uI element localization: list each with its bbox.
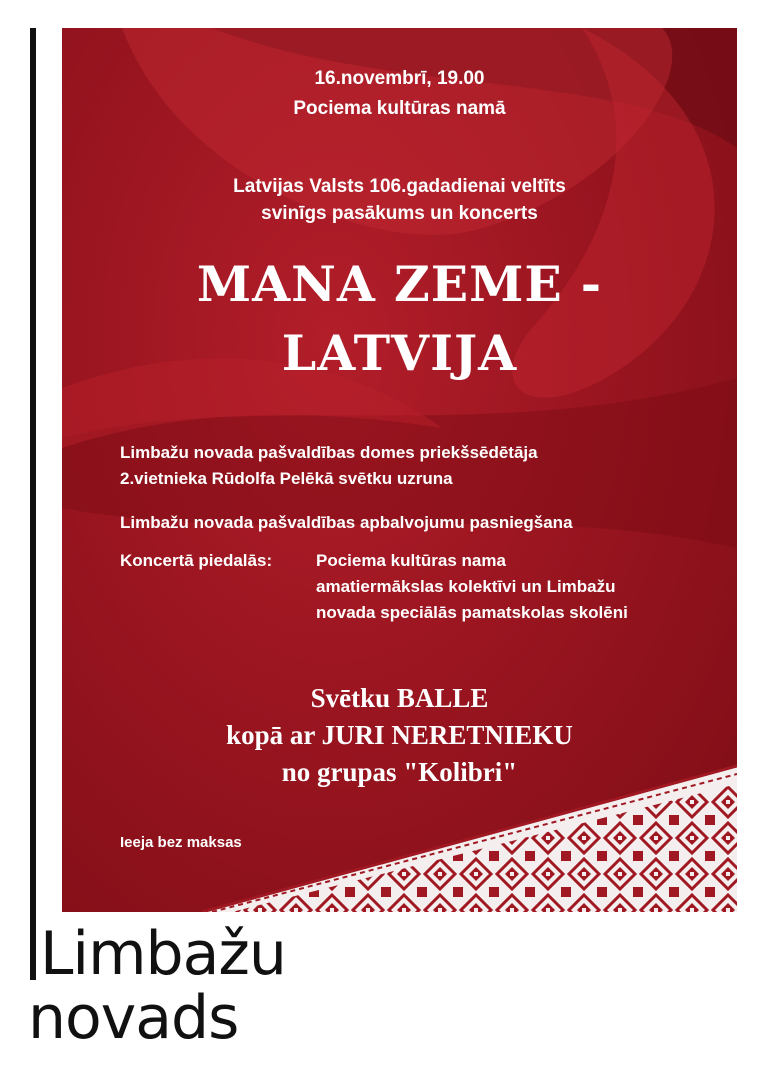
concert-line-2: amatiermākslas kolektīvi un Limbažu — [316, 577, 616, 596]
limbazu-novads-logo — [28, 919, 286, 1053]
title-line-2: LATVIJA — [281, 324, 518, 382]
ball-announcement — [62, 680, 737, 791]
concert-participants — [316, 548, 628, 626]
event-date-venue — [62, 64, 737, 124]
ball-line-1: Svētku BALLE — [310, 683, 489, 713]
event-title — [62, 250, 737, 388]
subtitle-line-1: Latvijas Valsts 106.gadadienai veltīts — [233, 176, 566, 197]
speech-line-1: Limbažu novada pašvaldības domes priekšsēdētāja — [120, 443, 538, 462]
concert-line-3: novada speciālās pamatskolas skolēni — [316, 603, 628, 622]
logo-line-1: Limbažu — [40, 919, 286, 989]
subtitle-line-2: svinīgs pasākums un koncerts — [261, 203, 538, 224]
logo-line-2: novads — [28, 983, 239, 1053]
event-subtitle — [62, 173, 737, 227]
ball-line-3: no grupas "Kolibri" — [281, 757, 518, 787]
program-speech — [120, 440, 538, 492]
event-date-time: 16.novembrī, 19.00 — [314, 68, 485, 89]
entry-info: Ieeja bez maksas — [120, 834, 242, 851]
logo-vertical-bar — [30, 28, 36, 980]
program-awards: Limbažu novada pašvaldības apbalvojumu pasniegšana — [120, 513, 573, 532]
concert-line-1: Pociema kultūras nama — [316, 551, 506, 570]
program-concert — [120, 548, 628, 626]
event-venue: Pociema kultūras namā — [293, 98, 506, 119]
title-line-1: MANA ZEME - — [196, 255, 603, 313]
speech-line-2: 2.vietnieka Rūdolfa Pelēkā svētku uzruna — [120, 469, 453, 488]
concert-label: Koncertā piedalās: — [120, 551, 273, 570]
ball-line-2: kopā ar JURI NERETNIEKU — [226, 720, 573, 750]
event-poster — [62, 28, 737, 912]
